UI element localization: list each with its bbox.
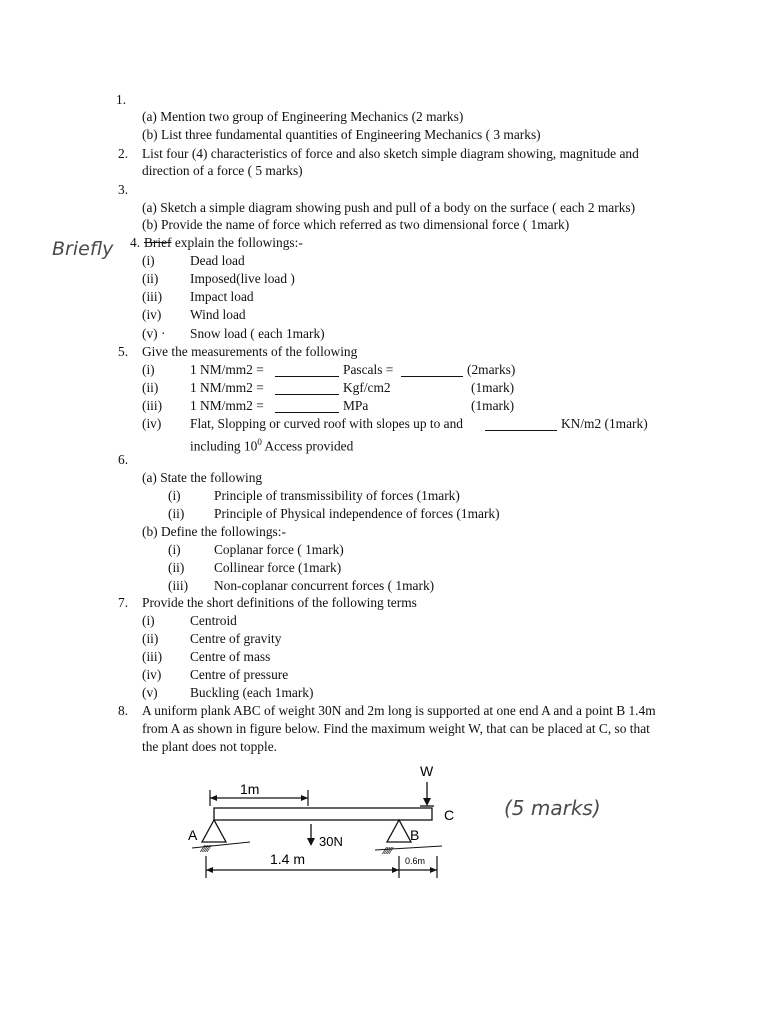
q5-item-ii-roman: (ii)	[142, 380, 159, 395]
figure-label-a: A	[188, 827, 198, 843]
q5-item-i-unit: Pascals =	[343, 362, 394, 377]
q6-b-i: Coplanar force ( 1mark)	[214, 542, 344, 557]
q5-item-ii-left: 1 NM/mm2 =	[190, 380, 264, 395]
q5-item-ii-marks: (1mark)	[471, 380, 515, 395]
dim-1m-arrow-left	[210, 795, 217, 801]
q7-item-v: Buckling (each 1mark)	[190, 685, 314, 700]
q4-item-iii: Impact load	[190, 289, 254, 304]
q2-line1: List four (4) characteristics of force and also sketch simple diagram showing, magnitude and	[142, 146, 639, 161]
figure-label-w: W	[420, 763, 434, 779]
q7-stem: Provide the short definitions of the following terms	[142, 595, 417, 610]
handwritten-briefly: Briefly	[52, 238, 114, 260]
q5-item-iv-line2	[190, 433, 353, 455]
q8-line2: from A as shown in figure below. Find the maximum weight W, that can be placed at C, so that	[142, 721, 650, 736]
30n-arrow-head	[307, 838, 315, 846]
q4-item-i-roman: (i)	[142, 253, 155, 268]
dim-1m-arrow-right	[301, 795, 308, 801]
plank-figure	[180, 760, 650, 890]
handwritten-5-marks: (5 marks)	[504, 796, 601, 820]
q4-item-iv-roman: (iv)	[142, 307, 162, 322]
q4-item-v: Snow load ( each 1mark)	[190, 326, 325, 341]
q5-item-iii-roman: (iii)	[142, 398, 163, 413]
q5-item-iv-roman: (iv)	[142, 416, 162, 431]
figure-label-1m: 1m	[240, 781, 260, 797]
q3-b: (b) Provide the name of force which referred as two dimensional force ( 1mark)	[142, 217, 570, 232]
q4-item-iii-roman: (iii)	[142, 289, 163, 304]
q6-a-i: Principle of transmissibility of forces (1mark)	[214, 488, 460, 503]
q5-item-iii-blank	[275, 400, 339, 413]
q4-struck-word: Brief	[144, 235, 172, 250]
q7-item-i-roman: (i)	[142, 613, 155, 628]
q4-item-ii-roman: (ii)	[142, 271, 159, 286]
support-b-hatch: ⁄⁄⁄⁄⁄	[384, 846, 393, 857]
q8-number: 8.	[118, 703, 129, 718]
q7-item-iv-roman: (iv)	[142, 667, 162, 682]
q7-number: 7.	[118, 595, 129, 610]
q7-item-ii-roman: (ii)	[142, 631, 159, 646]
figure-label-b: B	[410, 827, 420, 843]
q5-item-i-marks: (2marks)	[467, 362, 516, 377]
q6-b-ii: Collinear force (1mark)	[214, 560, 342, 575]
q5-iv-line2-post: Access provided	[261, 438, 354, 454]
plank	[214, 808, 432, 820]
q6-a-ii: Principle of Physical independence of forces (1mark)	[214, 506, 500, 521]
q5-item-ii-blank	[275, 382, 339, 395]
q5-item-iv-line1: Flat, Slopping or curved roof with slopes up to and	[190, 416, 463, 431]
q5-item-iv-unit: KN/m2 (1mark)	[561, 416, 648, 431]
q8-line3: the plant does not topple.	[142, 739, 277, 754]
q5-item-i-blank	[275, 364, 339, 377]
dim-14m-arrow-right	[392, 867, 399, 873]
figure-label-06m: 0.6m	[405, 856, 426, 866]
support-a-hatch: ⁄⁄⁄⁄⁄	[202, 844, 211, 855]
q5-item-iii-unit: MPa	[343, 398, 369, 413]
q5-item-i-roman: (i)	[142, 362, 155, 377]
q7-item-v-roman: (v)	[142, 685, 158, 700]
q2-line2: direction of a force ( 5 marks)	[142, 163, 303, 178]
dim-14m-arrow-left	[206, 867, 213, 873]
q4-item-i: Dead load	[190, 253, 245, 268]
q4-stem-text: explain the followings:-	[171, 235, 303, 250]
q4-item-v-roman: (v) ·	[142, 326, 166, 341]
q7-item-iii-roman: (iii)	[142, 649, 163, 664]
figure-label-30n: 30N	[319, 834, 343, 849]
q5-iv-sup: 0	[257, 437, 262, 447]
q5-item-iii-marks: (1mark)	[471, 398, 515, 413]
q5-iv-line2-pre: including 10	[190, 438, 258, 454]
q5-item-iii-left: 1 NM/mm2 =	[190, 398, 264, 413]
figure-label-14m: 1.4 m	[270, 851, 306, 867]
q3-number: 3.	[118, 182, 129, 197]
q6-a-stem: (a) State the following	[142, 470, 263, 485]
support-b	[387, 820, 411, 842]
q7-item-i: Centroid	[190, 613, 237, 628]
support-a	[202, 820, 226, 842]
q3-a: (a) Sketch a simple diagram showing push and pull of a body on the surface ( each 2 marks)	[142, 200, 636, 215]
q6-b-iii-roman: (iii)	[168, 578, 189, 593]
support-a-ground	[192, 842, 250, 848]
q4-item-ii: Imposed(live load )	[190, 271, 295, 286]
q5-item-i-left: 1 NM/mm2 =	[190, 362, 264, 377]
q1-a: (a) Mention two group of Engineering Mechanics (2 marks)	[142, 109, 464, 124]
q6-number: 6.	[118, 452, 129, 467]
q5-item-iv-blank	[485, 418, 557, 431]
w-arrow-head	[423, 798, 431, 806]
q4-stem	[144, 234, 303, 252]
q4-number: 4.	[130, 235, 141, 250]
q5-stem: Give the measurements of the following	[142, 344, 358, 359]
q5-number: 5.	[118, 344, 129, 359]
q6-b-stem: (b) Define the followings:-	[142, 524, 286, 539]
q5-item-i-blank2	[401, 364, 463, 377]
q6-a-ii-roman: (ii)	[168, 506, 185, 521]
q7-item-iii: Centre of mass	[190, 649, 271, 664]
q6-b-ii-roman: (ii)	[168, 560, 185, 575]
q6-b-i-roman: (i)	[168, 542, 181, 557]
q1-number: 1.	[116, 92, 127, 107]
q4-item-iv: Wind load	[190, 307, 246, 322]
q5-item-ii-unit: Kgf/cm2	[343, 380, 391, 395]
dim-06m-arrow-right	[430, 867, 437, 873]
q7-item-iv: Centre of pressure	[190, 667, 289, 682]
q7-item-ii: Centre of gravity	[190, 631, 282, 646]
q6-b-iii: Non-coplanar concurrent forces ( 1mark)	[214, 578, 435, 593]
figure-label-c: C	[444, 807, 455, 823]
q6-a-i-roman: (i)	[168, 488, 181, 503]
q1-b: (b) List three fundamental quantities of Engineering Mechanics ( 3 marks)	[142, 127, 541, 142]
q2-number: 2.	[118, 146, 129, 161]
q8-line1: A uniform plank ABC of weight 30N and 2m long is supported at one end A and a point B 1.4m	[142, 703, 656, 718]
